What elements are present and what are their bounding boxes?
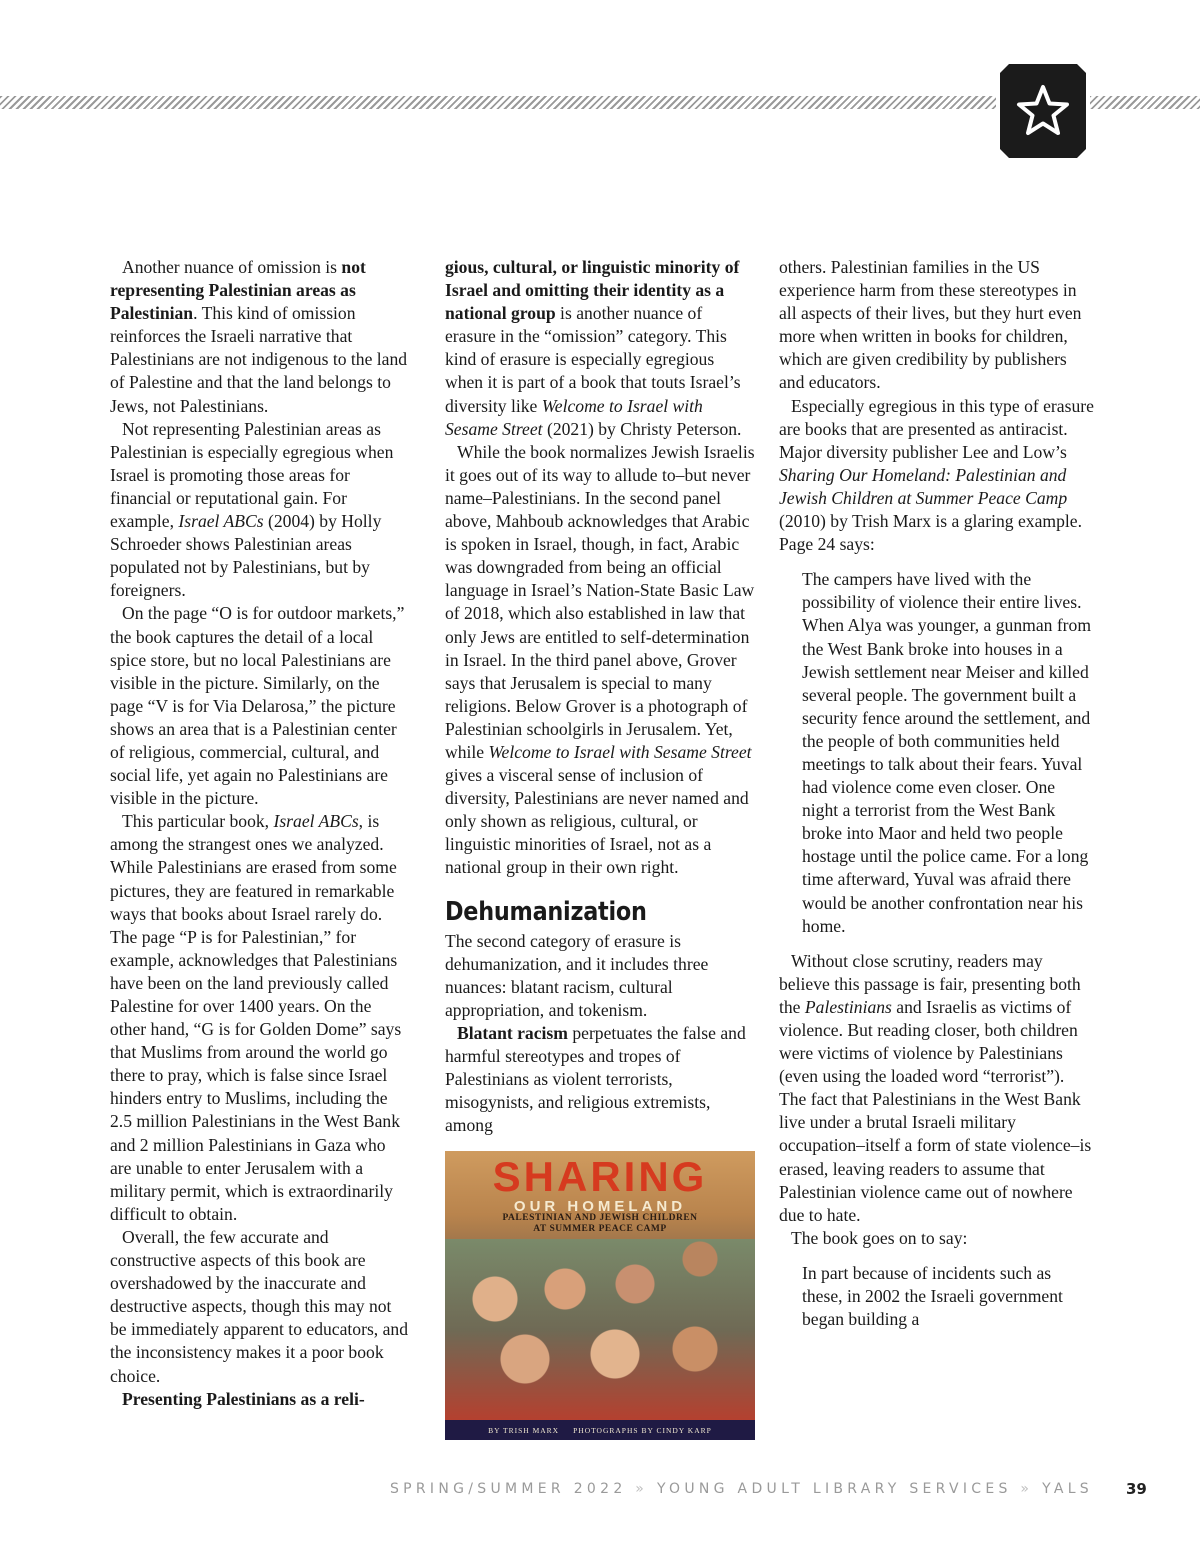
book-title: Israel ABCs	[273, 811, 359, 832]
paragraph: Another nuance of omission is not representing Palestinian areas as Palestinian. This kind of omission reinforces the Israeli narrative that Palestinians are not indigenous to the land of Palestine and that the land belongs to Jews, not Palestinians.	[110, 257, 408, 416]
paragraph: While the book normalizes Jewish Israelis it goes out of its way to allude to–but never name–Palestinians. In the second panel above, Mahboub acknowledges that Arabic is spoken in Israel, though, in fact, Arabic was downgraded from being an official language in Israel’s Nation-State Basic Law of 2018, which also established in law that only Jews are entitled to self-determination in Israel. In the third panel above, Grover says that Jerusalem is special to many religions. Below Grover is a photograph of Palestinian schoolgirls in Jerusalem. Yet, while Welcome to Israel with Sesame Street gives a visceral sense of inclusion of diversity, Palestinians are never named and only shown as religious, cultural, or linguistic minorities of Israel, not as a national group in their own right.	[445, 441, 755, 878]
paragraph: This particular book, Israel ABCs, is among the strangest ones we analyzed. While Palestinians are erased from some pictures, they are featured in remarkable ways that books about Israel rarely do. The page “P is for Palestinian,” for example, acknowledges that Palestinians have been on the land previously called Palestine for over 1400 years. On the other hand, “G is for Golden Dome” says that Muslims from around the world go there to pray, which is false since Israel hinders entry to Muslims, including the 2.5 million Palestinians in the West Bank and 2 million Palestinians in Gaza who are unable to enter Jerusalem with a military permit, which is extraordinarily difficult to obtain.	[110, 811, 402, 1224]
column-3	[779, 256, 1094, 1343]
paragraph: Overall, the few accurate and constructive aspects of this book are overshadowed by the inaccurate and destructive aspects, though this may not be immediately apparent to educators, and the inconsistency makes it a poor book choice.	[110, 1226, 409, 1386]
star-icon	[1015, 83, 1071, 139]
footer-abbr: YALS	[1042, 1481, 1093, 1497]
header-badge	[996, 64, 1090, 158]
cover-tagline: PALESTINIAN AND JEWISH CHILDREN AT SUMMER PEACE CAMP	[502, 1213, 698, 1235]
paragraph: gious, cultural, or linguistic minority of Israel and omitting their identity as a national group is another nuance of erasure in the “omission” category. This kind of erasure is especially egregious when it is part of a book that touts Israel’s diversity like Welcome to Israel with Sesame Street (2021) by Christy Peterson.	[445, 257, 742, 439]
paragraph: Especially egregious in this type of erasure are books that are presented as antiracist. Major diversity publisher Lee and Low’s Sharing Our Homeland: Palestinian and Jewish Children at Summer Peace Camp (2010) by Trish Marx is a glaring example. Page 24 says:	[779, 395, 1094, 555]
paragraph: Without close scrutiny, readers may believe this passage is fair, presenting both the Palestinians and Israelis as victims of violence. But reading closer, both children were victims of violence by Palestinians (even using the loaded word “terrorist”). The fact that Palestinians in the West Bank live under a brutal Israeli military occupation–itself a form of state violence–is erased, leaving readers to assume that Palestinian violence came out of nowhere due to hate.	[779, 950, 1092, 1225]
footer-season: SPRING/SUMMER 2022	[389, 1481, 627, 1497]
cover-photo	[445, 1239, 755, 1421]
cover-title: SHARING	[492, 1153, 708, 1201]
paragraph: others. Palestinian families in the US experience harm from these stereotypes in all aspects of their lives, but they hurt even more when written in books for children, which are given credibility by publishers and educators.	[779, 257, 1082, 393]
cover-credits: BY TRISH MARX PHOTOGRAPHS BY CINDY KARP	[445, 1420, 755, 1440]
page-number: 39	[1126, 1480, 1147, 1498]
column-1	[110, 256, 410, 1411]
running-footer: SPRING/SUMMER 2022 » YOUNG ADULT LIBRARY SERVICES » YALS	[389, 1481, 1093, 1497]
paragraph: Not representing Palestinian areas as Palestinian is especially egregious when Israel is promoting those areas for financial or reputational gain. For example, Israel ABCs (2004) by Holly Schroeder shows Palestinian areas populated not by Palestinians, but by foreigners.	[110, 418, 394, 601]
book-title: Welcome to Israel with Sesame Street	[488, 741, 752, 762]
section-heading: Dehumanization	[445, 896, 647, 927]
book-title: Welcome to Israel with Sesame Street	[445, 395, 703, 439]
cover-subtitle: OUR HOMELAND	[513, 1198, 687, 1216]
paragraph: On the page “O is for outdoor markets,” the book captures the detail of a local spice store, but no local Palestinians are visible in the picture. Similarly, on the page “V is for Via Delarosa,” the picture shows an area that is a Palestinian center of religious, commercial, cultural, and social life, yet again no Palestinians are visible in the picture.	[110, 603, 405, 809]
column-2	[445, 256, 755, 1440]
book-title: Israel ABCs	[178, 511, 264, 532]
footer-journal: YOUNG ADULT LIBRARY SERVICES	[656, 1481, 1012, 1497]
block-quote: In part because of incidents such as these, in 2002 the Israeli government began building a	[802, 1262, 1063, 1330]
paragraph: Blatant racism perpetuates the false and harmful stereotypes and tropes of Palestinians as violent terrorists, misogynists, and religious extremists, among	[445, 1022, 746, 1136]
book-title: Sharing Our Homeland: Palestinian and Jewish Children at Summer Peace Camp	[779, 464, 1068, 508]
paragraph: Presenting Palestinians as a reli-	[122, 1388, 365, 1409]
paragraph: The second category of erasure is dehumanization, and it includes three nuances: blatant racism, cultural appropriation, and tokenism.	[445, 930, 709, 1020]
book-cover-image	[445, 1151, 755, 1440]
paragraph: The book goes on to say:	[791, 1227, 968, 1248]
block-quote: The campers have lived with the possibility of violence their entire lives. When Alya was younger, a gunman from the West Bank broke into houses in a Jewish settlement near Meiser and killed several people. The government built a security fence around the settlement, and the people of both communities held meetings to talk about their fears. Yuval had violence come even closer. One night a terrorist from the West Bank broke into Maor and held two people hostage until the police came. For a long time afterward, Yuval was afraid there would be another confrontation near his home.	[802, 569, 1092, 936]
